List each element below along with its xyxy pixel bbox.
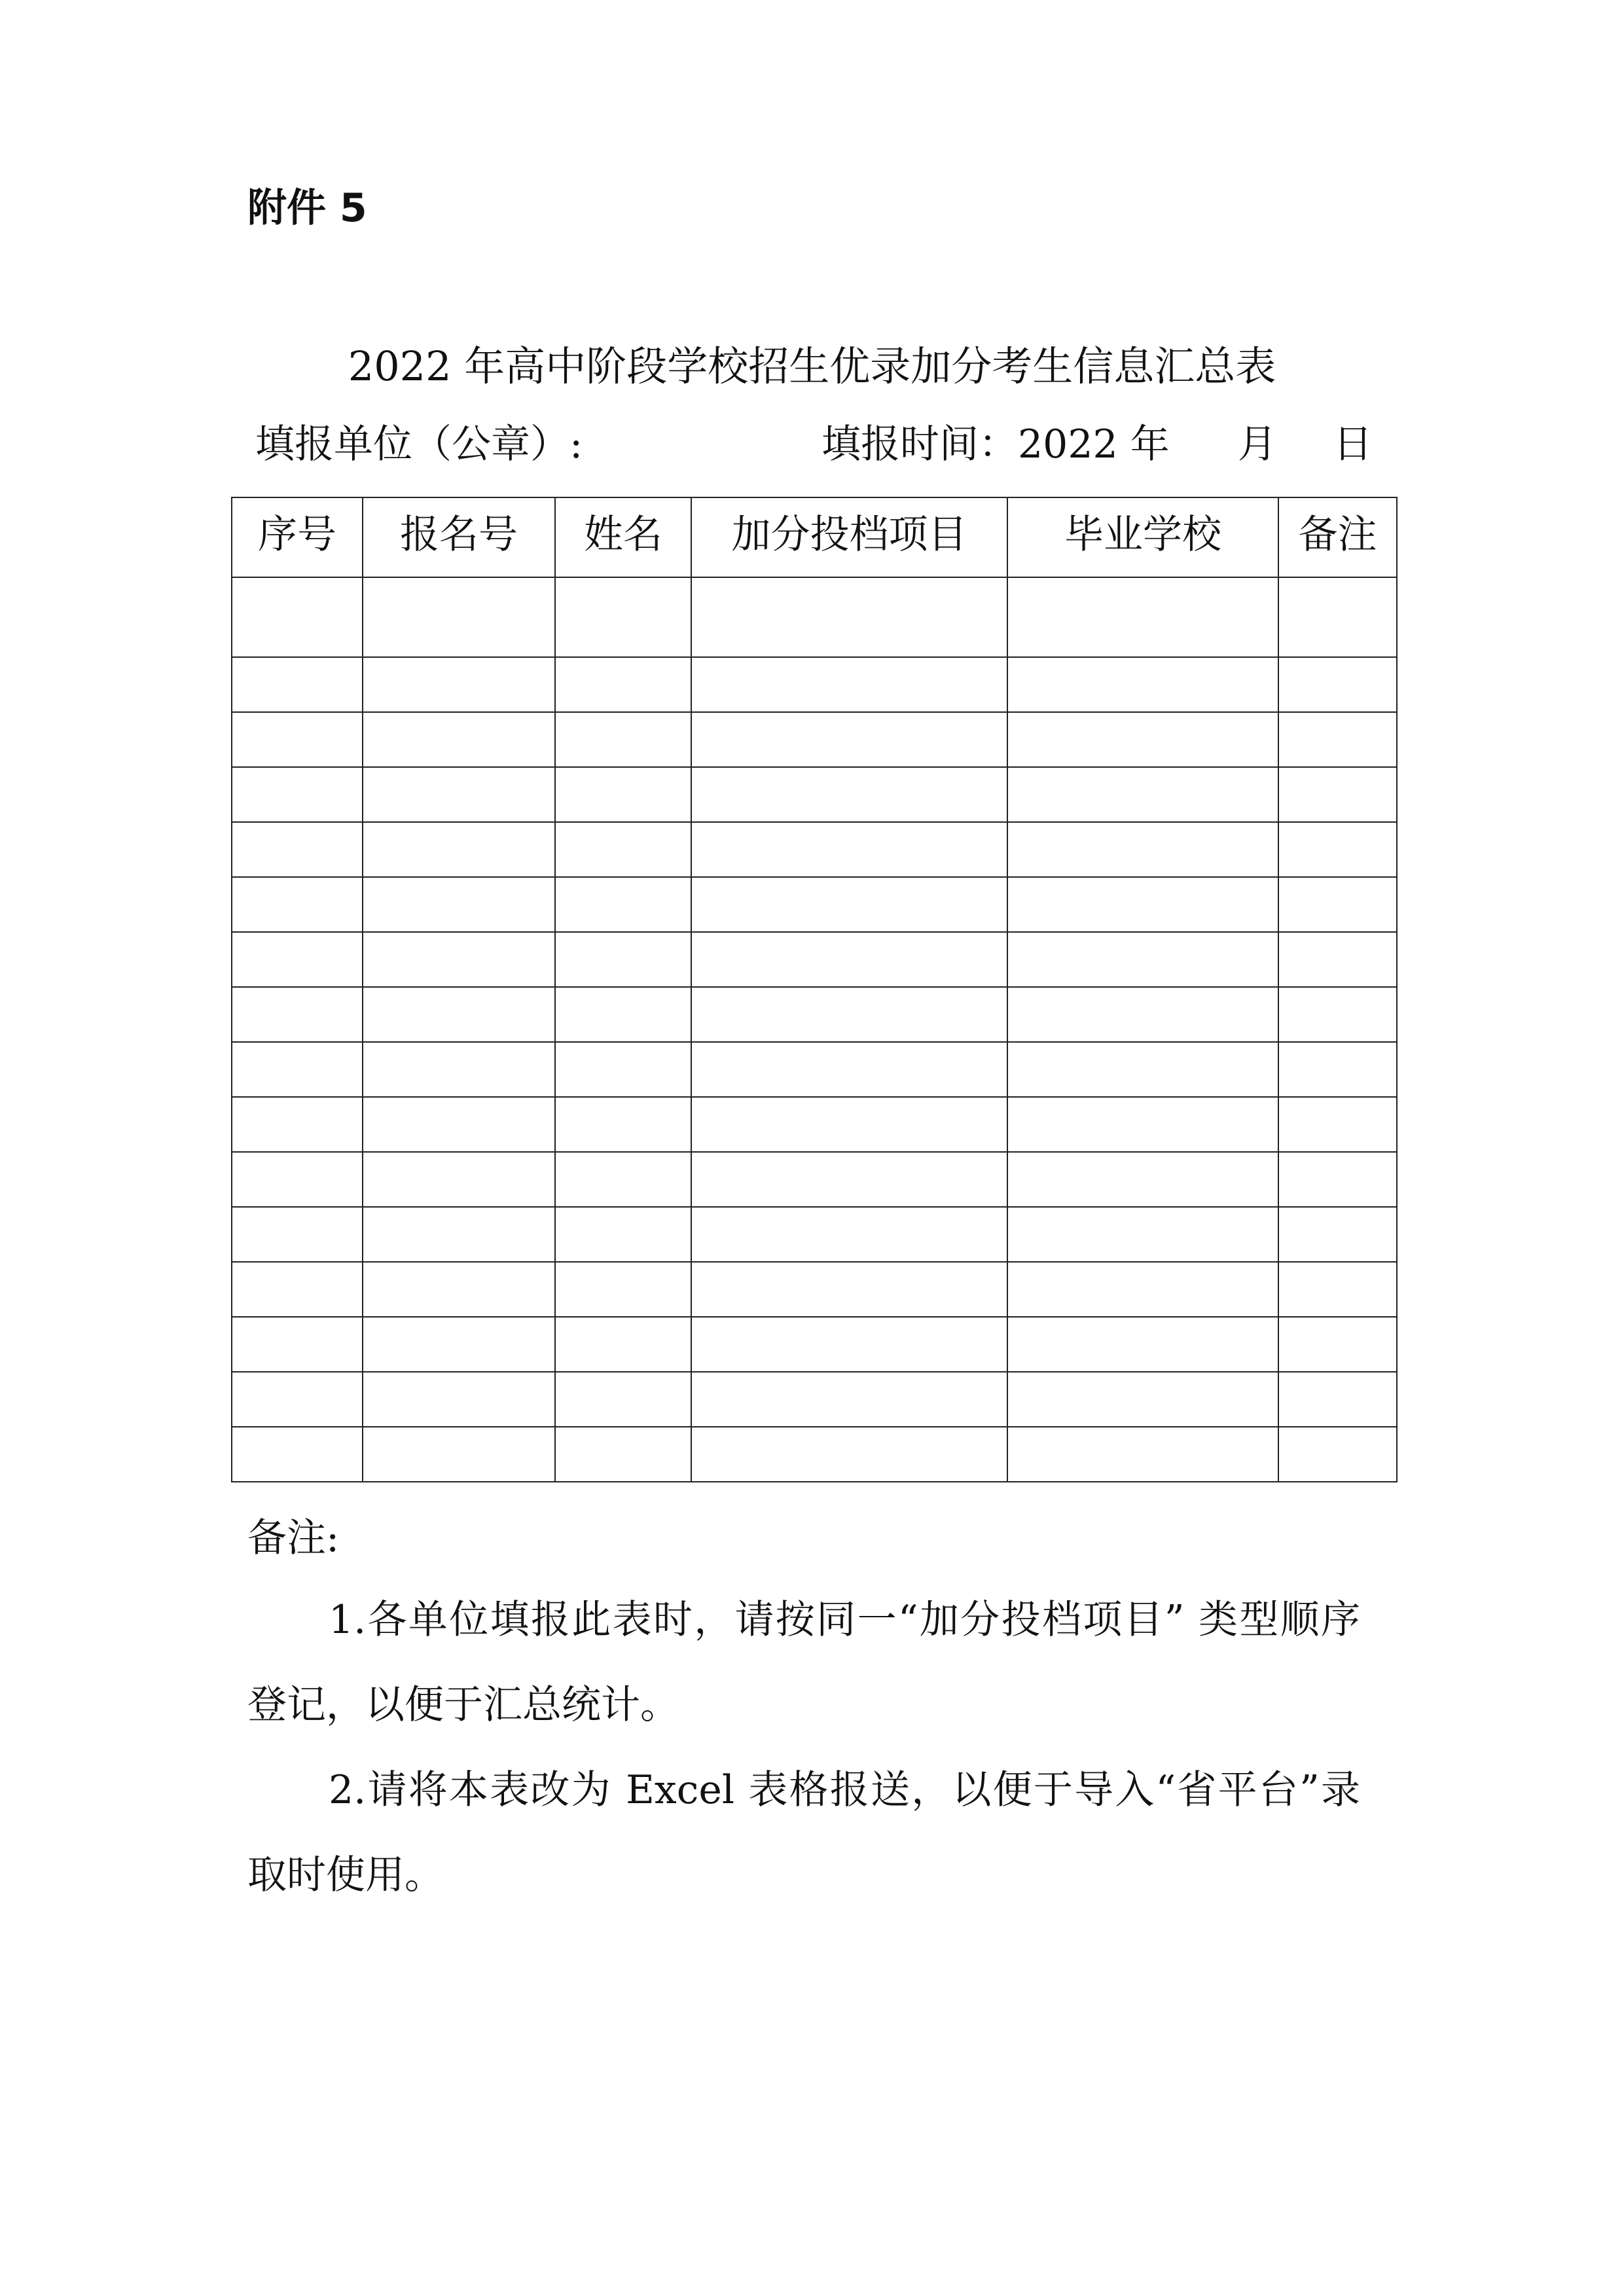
table-cell[interactable] [691,1042,1007,1097]
table-cell[interactable] [1278,1207,1397,1262]
page-title: 2022 年高中阶段学校招生优录加分考生信息汇总表 [348,342,1276,390]
table-cell[interactable] [232,577,363,657]
table-cell[interactable] [1278,877,1397,932]
table-cell[interactable] [1278,1317,1397,1372]
table-cell[interactable] [555,1262,691,1317]
table-cell[interactable] [1007,932,1278,987]
table-cell[interactable] [691,1207,1007,1262]
header-serial: 序号 [232,497,363,577]
table-cell[interactable] [555,987,691,1042]
table-row [232,822,1397,877]
table-cell[interactable] [1007,1317,1278,1372]
table-row [232,1097,1397,1152]
table-cell[interactable] [363,657,555,712]
table-cell[interactable] [1007,1207,1278,1262]
table-cell[interactable] [1007,577,1278,657]
table-row [232,877,1397,932]
table-cell[interactable] [691,767,1007,822]
table-cell[interactable] [1278,1372,1397,1427]
table-cell[interactable] [232,1042,363,1097]
table-cell[interactable] [232,932,363,987]
table-cell[interactable] [691,1152,1007,1207]
table-row [232,657,1397,712]
table-cell[interactable] [691,657,1007,712]
remark-item-2: 2.请将本表改为 Excel 表格报送，以便于导入“省平台”录取时使用。 [247,1767,1360,1898]
table-cell[interactable] [691,822,1007,877]
table-cell[interactable] [555,1152,691,1207]
table-cell[interactable] [1007,1152,1278,1207]
table-cell[interactable] [363,1317,555,1372]
table-row [232,1152,1397,1207]
summary-table [231,497,1398,1482]
table-cell[interactable] [1278,1427,1397,1482]
table-cell[interactable] [1278,1262,1397,1317]
header-registration-number: 报名号 [363,497,555,577]
table-cell[interactable] [1278,822,1397,877]
table-cell[interactable] [691,1317,1007,1372]
table-cell[interactable] [691,1427,1007,1482]
table-cell[interactable] [363,1372,555,1427]
table-cell[interactable] [555,657,691,712]
table-cell[interactable] [1007,877,1278,932]
table-cell[interactable] [232,767,363,822]
table-cell[interactable] [1007,1042,1278,1097]
table-cell[interactable] [363,1152,555,1207]
table-cell[interactable] [691,987,1007,1042]
table-cell[interactable] [363,1262,555,1317]
table-cell[interactable] [555,1207,691,1262]
table-row [232,1262,1397,1317]
fill-time-day: 日 [1333,422,1373,467]
table-row [232,987,1397,1042]
table-cell[interactable] [555,577,691,657]
table-row [232,577,1397,657]
fill-time [821,415,1373,474]
table-row [232,932,1397,987]
table-cell[interactable] [363,877,555,932]
table-row [232,1427,1397,1482]
table-row [232,1042,1397,1097]
table-row [232,1372,1397,1427]
table-cell[interactable] [363,987,555,1042]
table-cell[interactable] [1278,657,1397,712]
table-cell[interactable] [232,657,363,712]
table-cell[interactable] [363,932,555,987]
header-school: 毕业学校 [1007,497,1278,577]
table-cell[interactable] [691,577,1007,657]
table-cell[interactable] [232,877,363,932]
table-cell[interactable] [1007,1427,1278,1482]
header-name: 姓名 [555,497,691,577]
table-cell[interactable] [1007,822,1278,877]
table-cell[interactable] [555,1317,691,1372]
table-row [232,1317,1397,1372]
table-cell[interactable] [1007,1372,1278,1427]
header-remark: 备注 [1278,497,1397,577]
table-cell[interactable] [232,712,363,767]
table-cell[interactable] [555,822,691,877]
table-cell[interactable] [555,932,691,987]
table-cell[interactable] [691,1097,1007,1152]
table-cell[interactable] [1278,1152,1397,1207]
table-cell[interactable] [1278,932,1397,987]
table-cell[interactable] [232,1372,363,1427]
table-cell[interactable] [363,1427,555,1482]
table-cell[interactable] [691,712,1007,767]
table-row [232,1207,1397,1262]
table-cell[interactable] [1278,987,1397,1042]
table-cell[interactable] [1007,657,1278,712]
table-header-row [232,497,1397,577]
table-cell[interactable] [1278,1097,1397,1152]
table-cell[interactable] [555,1427,691,1482]
table-cell[interactable] [555,1097,691,1152]
table-cell[interactable] [691,877,1007,932]
table-cell[interactable] [232,987,363,1042]
table-cell[interactable] [363,577,555,657]
table-cell[interactable] [1007,987,1278,1042]
table-cell[interactable] [1007,712,1278,767]
table-cell[interactable] [555,1042,691,1097]
fill-time-label: 填报时间：2022 年 [821,422,1170,467]
fill-unit-label: 填报单位（公章）: [255,422,583,467]
table-cell[interactable] [363,1207,555,1262]
table-cell[interactable] [363,767,555,822]
table-cell[interactable] [1278,767,1397,822]
table-cell[interactable] [363,712,555,767]
table-cell[interactable] [555,767,691,822]
table-row [232,767,1397,822]
table-cell[interactable] [1007,767,1278,822]
table-cell[interactable] [363,1097,555,1152]
table-cell[interactable] [555,712,691,767]
table-cell[interactable] [1278,1042,1397,1097]
remarks-title: 备注: [247,1515,340,1561]
table-cell[interactable] [1007,1097,1278,1152]
table-cell[interactable] [555,1372,691,1427]
table-cell[interactable] [691,932,1007,987]
remark-item-1: 1.各单位填报此表时，请按同一“加分投档项目” 类型顺序登记，以便于汇总统计。 [247,1597,1360,1728]
table-cell[interactable] [232,1427,363,1482]
table-cell[interactable] [363,822,555,877]
table-cell[interactable] [232,1097,363,1152]
table-cell[interactable] [232,1207,363,1262]
table-cell[interactable] [232,1152,363,1207]
table-cell[interactable] [691,1262,1007,1317]
table-cell[interactable] [1278,712,1397,767]
table-row [232,712,1397,767]
table-cell[interactable] [1007,1262,1278,1317]
table-cell[interactable] [691,1372,1007,1427]
table-cell[interactable] [1278,577,1397,657]
table-cell[interactable] [555,877,691,932]
fill-time-month: 月 [1237,422,1277,467]
attachment-label: 附件 5 [247,185,367,231]
table-cell[interactable] [363,1042,555,1097]
table-cell[interactable] [232,1317,363,1372]
header-bonus-item: 加分投档项目 [691,497,1007,577]
table-cell[interactable] [232,1262,363,1317]
table-cell[interactable] [232,822,363,877]
